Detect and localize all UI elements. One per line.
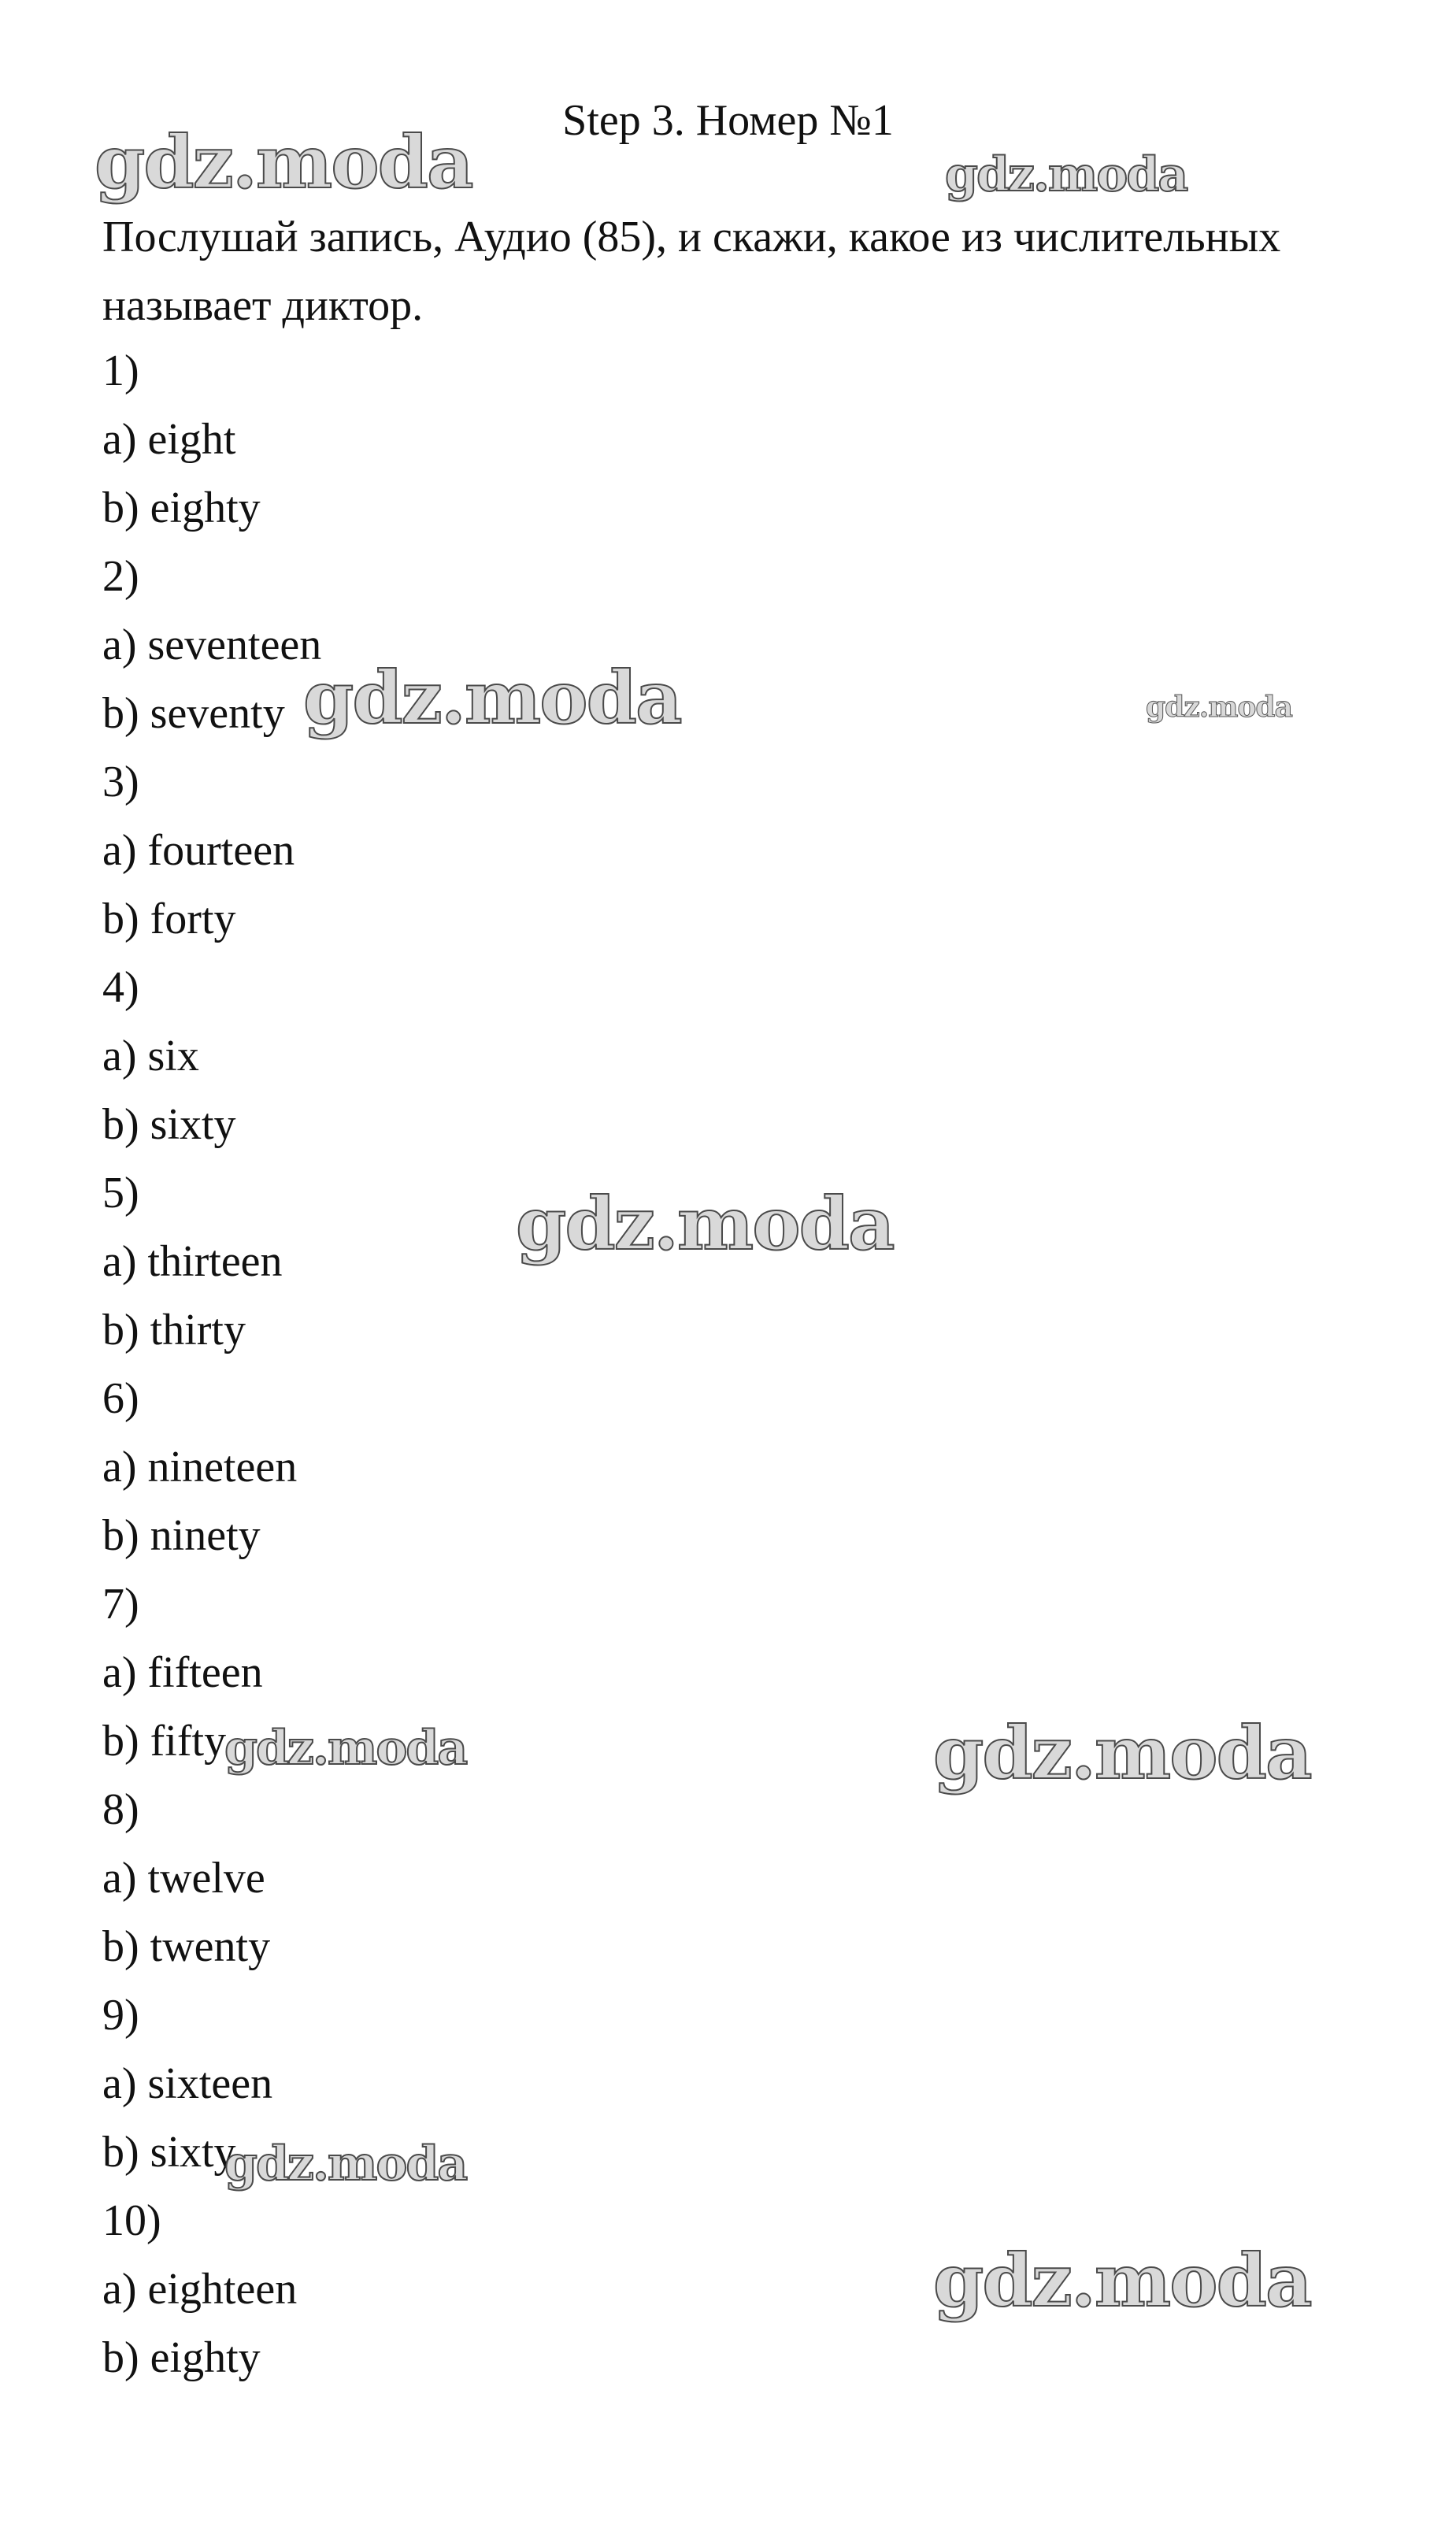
option-a: a) eighteen (102, 2265, 298, 2314)
item-number: 6) (102, 1374, 139, 1423)
option-b: b) eighty (102, 2333, 261, 2382)
watermark: gdz.moda (516, 1181, 894, 1266)
option-a: a) sixteen (102, 2059, 273, 2108)
option-a: a) thirteen (102, 1237, 283, 1286)
watermark: gdz.moda (933, 2238, 1311, 2323)
item-number: 9) (102, 1991, 139, 2040)
option-b: b) sixty (102, 1100, 236, 1149)
item-number: 8) (102, 1785, 139, 1834)
watermark: gdz.moda (933, 1710, 1311, 1795)
option-b: b) ninety (102, 1511, 261, 1560)
option-b: b) sixty (102, 2128, 236, 2177)
option-a: a) six (102, 1032, 199, 1080)
option-a: a) eight (102, 415, 236, 464)
answer-list (102, 337, 321, 2392)
watermark: gdz.moda (224, 1721, 467, 1776)
option-a: a) seventeen (102, 621, 322, 669)
item-number: 1) (102, 346, 139, 395)
item-number: 2) (102, 552, 139, 601)
watermark: gdz.moda (303, 655, 681, 740)
option-b: b) forty (102, 895, 236, 943)
option-b: b) seventy (102, 689, 285, 738)
watermark: gdz.moda (224, 2136, 467, 2192)
watermark: gdz.moda (94, 120, 472, 205)
item-number: 7) (102, 1580, 139, 1629)
watermark: gdz.moda (945, 147, 1187, 202)
item-number: 5) (102, 1169, 139, 1217)
option-b: b) twenty (102, 1922, 271, 1971)
item-number: 4) (102, 963, 139, 1012)
option-b: b) fifty (102, 1717, 227, 1766)
watermark: gdz.moda (1146, 691, 1292, 724)
page-title: Step 3. Номер №1 (562, 96, 894, 145)
item-number: 3) (102, 758, 139, 806)
item-number: 10) (102, 2196, 161, 2245)
option-a: a) twelve (102, 1854, 265, 1903)
option-a: a) nineteen (102, 1443, 298, 1492)
option-b: b) thirty (102, 1306, 246, 1354)
option-b: b) eighty (102, 484, 261, 532)
option-a: a) fifteen (102, 1648, 263, 1697)
option-a: a) fourteen (102, 826, 295, 875)
task-instructions: Послушай запись, Аудио (85), и скажи, какое из числительных называет диктор. (102, 213, 1281, 330)
